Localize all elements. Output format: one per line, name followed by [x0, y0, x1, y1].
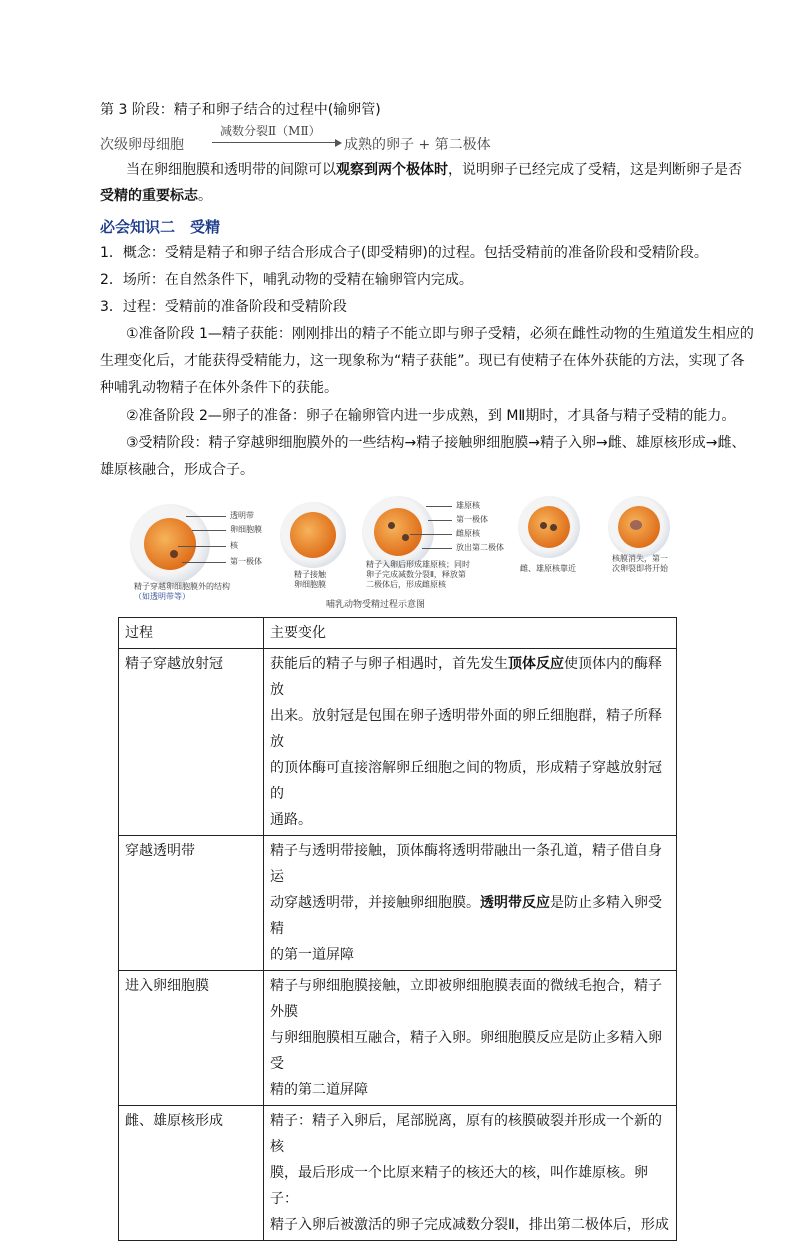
egg-cytoplasm-4: [528, 506, 570, 548]
para-text: ，说明卵子已经完成了受精，这是判断卵子是否: [448, 162, 742, 178]
stage3-heading: 第 3 阶段：精子和卵子结合的过程中(输卵管): [100, 102, 381, 118]
leader-line: [410, 534, 452, 535]
label-male-pronucleus: 雄原核: [456, 501, 480, 510]
fertilization-process-table: [118, 617, 677, 1241]
caption-stage2: 精子接触: [294, 570, 326, 579]
row-stage: 穿越透明带: [119, 836, 264, 971]
location-item: 2．场所：在自然条件下，哺乳动物的受精在输卵管内完成。: [100, 272, 473, 288]
caption-stage1-sub: （如透明带等）: [134, 592, 190, 601]
equation-left: 次级卵母细胞: [100, 137, 184, 153]
cell-text: 使顶体内的酶释放: [270, 656, 662, 698]
fertilization-line2: 雄原核融合，形成合子。: [100, 462, 254, 478]
header-process: 过程: [119, 618, 264, 649]
cell-bold: 顶体反应: [508, 656, 564, 672]
leader-line: [186, 516, 226, 517]
label-membrane: 卵细胞膜: [230, 525, 262, 534]
caption-stage3-l3: 二极体后，形成雌原核: [366, 580, 446, 589]
caption-stage4: 雌、雄原核靠近: [520, 564, 576, 573]
cell-text: 精子入卵后被激活的卵子完成减数分裂Ⅱ，排出第二极体后，形成: [270, 1217, 669, 1233]
meiosis-equation: [100, 124, 520, 158]
capacitation-line1: ①准备阶段 1—精子获能：刚刚排出的精子不能立即与卵子受精，必须在雌性动物的生殖道发生相应的: [126, 326, 754, 342]
polar-body-paragraph-line1: [126, 160, 742, 180]
section-title: 必会知识二 受精: [100, 218, 221, 236]
leader-line: [426, 506, 452, 507]
cell-text: 与卵细胞膜相互融合，精子入卵。卵细胞膜反应是防止多精入卵受: [270, 1030, 662, 1072]
para-bold: 受精的重要标志: [100, 188, 198, 204]
caption-stage5-l1: 核膜消失，第一: [612, 554, 668, 563]
table-row: [119, 1106, 677, 1241]
figure-title: 哺乳动物受精过程示意图: [326, 600, 426, 610]
capacitation-line2: 生理变化后，才能获得受精能力，这一现象称为“精子获能”。现已有使精子在体外获能的方法，实现了各: [100, 353, 745, 369]
label-zona: 透明带: [230, 511, 254, 520]
cell-text: 是防止多精入卵受精: [270, 895, 662, 937]
label-second-polar: 放出第二极体: [456, 543, 504, 552]
pronucleus-b-dot: [550, 524, 557, 531]
caption-stage3-l2: 卵子完成减数分裂Ⅱ，释放第: [366, 570, 466, 579]
leader-line: [178, 546, 226, 547]
cell-text: 精子与卵细胞膜接触，立即被卵细胞膜表面的微绒毛抱合，精子外膜: [270, 978, 662, 1020]
leader-line: [428, 520, 452, 521]
row-changes: [264, 971, 677, 1106]
equation-right: 成熟的卵子 + 第二极体: [344, 137, 491, 153]
caption-stage1: 精子穿越卵细胞膜外的结构: [134, 582, 230, 591]
male-pronucleus-dot: [388, 522, 395, 529]
cell-text: 获能后的精子与卵子相遇时，首先发生: [270, 656, 508, 672]
para-text: 当在卵细胞膜和透明带的间隙可以: [126, 162, 336, 178]
concept-item: 1．概念：受精是精子和卵子结合形成合子(即受精卵)的过程。包括受精前的准备阶段和受精阶段。: [100, 245, 708, 261]
label-nucleus: 核: [230, 541, 238, 550]
cell-text: 通路。: [270, 812, 312, 828]
leader-line: [182, 562, 226, 563]
cell-text: 精子：精子入卵后，尾部脱离，原有的核膜破裂并形成一个新的核: [270, 1113, 662, 1155]
table-row: [119, 971, 677, 1106]
egg-cytoplasm-2: [290, 512, 336, 558]
process-item: 3．过程：受精前的准备阶段和受精阶段: [100, 299, 347, 315]
label-first-polar: 第一极体: [230, 557, 262, 566]
cell-text: 精的第二道屏障: [270, 1082, 368, 1098]
fertilization-diagram: [126, 494, 686, 610]
header-changes: 主要变化: [264, 618, 677, 649]
cell-text: 的第一道屏障: [270, 947, 354, 963]
table-row: [119, 836, 677, 971]
equation-arrow-label: 减数分裂Ⅱ（MⅡ）: [220, 124, 321, 138]
row-stage: 雌、雄原核形成: [119, 1106, 264, 1241]
cell-text: 动穿越透明带，并接触卵细胞膜。: [270, 895, 480, 911]
nucleus-dot-1: [170, 550, 178, 558]
table-row: [119, 649, 677, 836]
row-stage: 进入卵细胞膜: [119, 971, 264, 1106]
row-changes: [264, 836, 677, 971]
cell-text: 的顶体酶可直接溶解卵丘细胞之间的物质，形成精子穿越放射冠的: [270, 760, 662, 802]
cell-text: 出来。放射冠是包围在卵子透明带外面的卵丘细胞群，精子所释放: [270, 708, 662, 750]
oocyte-prep-line: ②准备阶段 2—卵子的准备：卵子在输卵管内进一步成熟，到 MⅡ期时，才具备与精子受精的能力。: [126, 408, 736, 424]
leader-line: [192, 530, 226, 531]
leader-line: [422, 548, 452, 549]
label-first-polar-3: 第一极体: [456, 515, 488, 524]
caption-stage5-l2: 次卵裂即将开始: [612, 564, 668, 573]
table-header-row: [119, 618, 677, 649]
cell-text: 膜，最后形成一个比原来精子的核还大的核，叫作雄原核。卵子：: [270, 1165, 648, 1207]
pronucleus-a-dot: [540, 522, 547, 529]
label-female-pronucleus: 雌原核: [456, 529, 480, 538]
egg-cytoplasm-3: [374, 508, 422, 556]
cell-text: 精子与透明带接触，顶体酶将透明带融出一条孔道，精子借自身运: [270, 843, 662, 885]
row-changes: [264, 1106, 677, 1241]
capacitation-line3: 种哺乳动物精子在体外条件下的获能。: [100, 380, 338, 396]
fertilization-line1: ③受精阶段：精子穿越卵细胞膜外的一些结构→精子接触卵细胞膜→精子入卵→雌、雄原核形成→雌、: [126, 435, 746, 451]
para-text: 。: [198, 188, 212, 204]
caption-stage3-l1: 精子入卵后形成雄原核；同时: [366, 560, 470, 569]
reaction-arrow-icon: [212, 142, 340, 143]
cell-bold: 透明带反应: [480, 895, 550, 911]
row-stage: 精子穿越放射冠: [119, 649, 264, 836]
para-bold: 观察到两个极体时: [336, 162, 448, 178]
female-pronucleus-dot: [402, 534, 409, 541]
caption-stage2-sub: 卵细胞膜: [294, 580, 326, 589]
fusing-nuclei-dot: [630, 520, 642, 530]
row-changes: [264, 649, 677, 836]
polar-body-paragraph-line2: [100, 186, 212, 206]
